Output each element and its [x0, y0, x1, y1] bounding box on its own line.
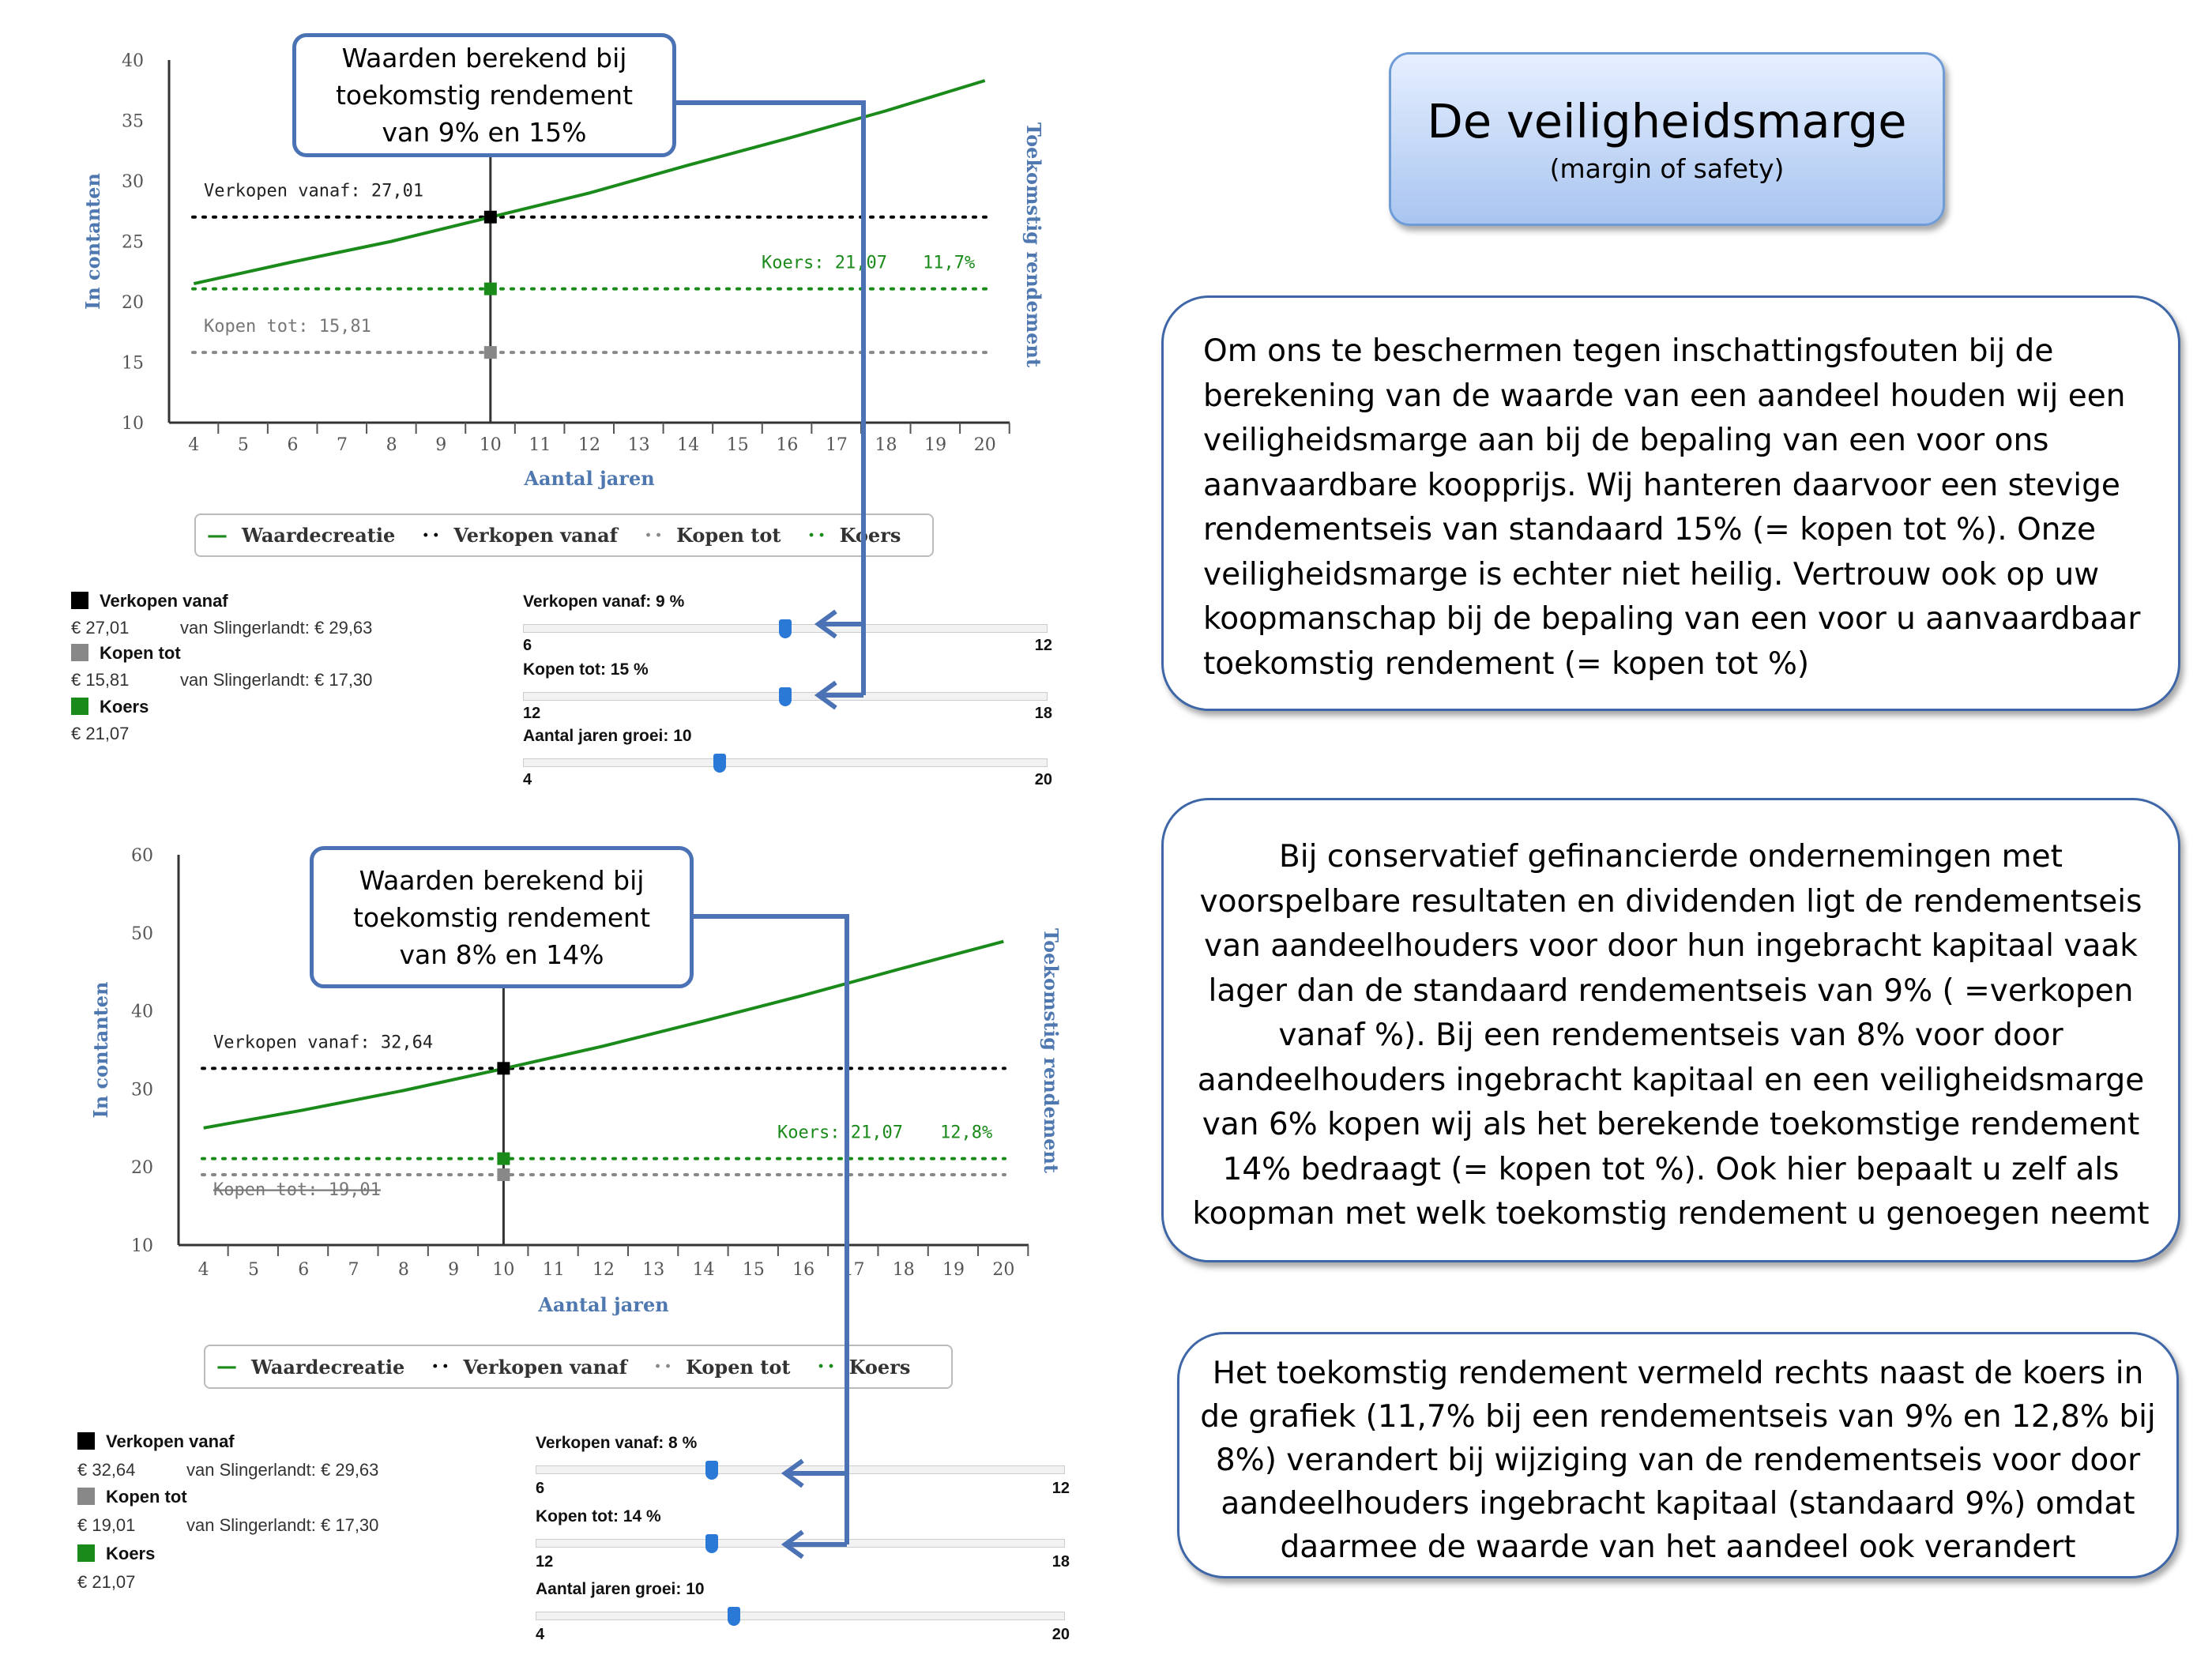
slider-handle[interactable]: [705, 1461, 718, 1480]
x-tick-label: 5: [237, 435, 249, 455]
slider-min: 4: [523, 771, 532, 788]
legend-label: Waardecreatie: [242, 524, 396, 547]
legend-line-icon: —: [207, 523, 231, 547]
text-line: koopmanschap bij de bepaling van een voor u aanvaardbaar: [1203, 601, 2141, 637]
callout-line: Waarden berekend bij: [359, 864, 645, 896]
chart-legend-bottom: [204, 1345, 953, 1389]
verkopen-marker: [484, 211, 497, 224]
text-line: vanaf %). Bij een rendementseis van 8% voor door: [1278, 1018, 2063, 1053]
y-tick-label: 10: [122, 414, 144, 434]
koers-swatch: [77, 1544, 95, 1562]
rendement-annotation: 11,7%: [923, 253, 976, 273]
text-line: 14% bedraagt (= kopen tot %). Ook hier bepaalt u zelf als: [1222, 1151, 2120, 1187]
verkopen-annotation: Verkopen vanaf: 27,01: [204, 181, 424, 201]
x-tick-label: 12: [592, 1260, 615, 1280]
chart-legend-top: [194, 514, 934, 557]
legend-item-koers[interactable]: [807, 524, 901, 547]
page-subtitle: (margin of safety): [1549, 153, 1785, 184]
slider-label: Kopen tot: 14 %: [536, 1507, 661, 1525]
stat-value: € 32,64: [77, 1460, 136, 1480]
callout-line: van 8% en 14%: [399, 939, 604, 970]
stat-value: € 21,07: [77, 1572, 136, 1592]
legend-item-kopen[interactable]: [654, 1355, 790, 1379]
slider-label: Aantal jaren groei: 10: [523, 727, 692, 745]
stat-value: € 27,01: [71, 618, 130, 638]
slider-kopen-tot[interactable]: [536, 1507, 1070, 1571]
slider-handle[interactable]: [728, 1607, 740, 1626]
kopen-annotation: Kopen tot: 19,01: [213, 1179, 381, 1200]
koers-marker: [484, 283, 497, 295]
callout-line: toekomstig rendement: [352, 901, 651, 933]
x-tick-label: 10: [479, 435, 502, 455]
legend-item-verkopen[interactable]: [422, 524, 618, 547]
slider-max: 20: [1034, 771, 1052, 788]
x-tick-label: 5: [247, 1260, 259, 1280]
text-line: voorspelbare resultaten en dividenden ligt de rendementseis: [1199, 883, 2142, 920]
text-line: toekomstig rendement (= kopen tot %): [1203, 645, 1810, 682]
text-line: veiligheidsmarge aan bij de bepaling van een voor ons: [1203, 423, 2049, 458]
legend-dots-icon: ··: [817, 1355, 838, 1379]
stat-reference: van Slingerlandt: € 17,30: [186, 1515, 379, 1535]
explanation-box-1: [1161, 295, 2180, 711]
slider-min: 6: [523, 637, 532, 654]
legend-item-koers[interactable]: [817, 1355, 910, 1379]
page-title: De veiligheidsmarge: [1427, 94, 1907, 149]
text-line: veiligheidsmarge is echter niet heilig. Vertrouw ook op uw: [1203, 556, 2100, 592]
slider-verkopen-vanaf[interactable]: [523, 592, 1052, 656]
slider-max: 20: [1051, 1626, 1070, 1643]
slider-min: 6: [536, 1480, 545, 1497]
stat-label: Kopen tot: [100, 643, 181, 663]
slider-label: Kopen tot: 15 %: [523, 660, 649, 679]
slider-handle[interactable]: [779, 687, 792, 706]
legend-dots-icon: ··: [807, 523, 829, 547]
y-tick-label: 30: [122, 172, 144, 192]
x-tick-label: 6: [298, 1260, 310, 1280]
x-tick-label: 13: [627, 435, 650, 455]
explanation-box-2: [1161, 798, 2180, 1262]
x-tick-label: 8: [386, 435, 397, 455]
legend-line-icon: —: [216, 1355, 240, 1379]
verkopen-marker: [497, 1062, 510, 1074]
kopen-swatch: [71, 644, 88, 661]
y2-axis-title: Toekomstig rendement: [1040, 928, 1063, 1173]
verkopen-annotation: Verkopen vanaf: 32,64: [213, 1033, 434, 1053]
kopen-marker: [484, 346, 497, 359]
slider-max: 18: [1051, 1553, 1070, 1571]
stats-block-bottom: [77, 1431, 488, 1592]
slider-min: 12: [536, 1553, 554, 1571]
legend-label: Verkopen vanaf: [453, 524, 618, 547]
y-tick-label: 50: [131, 924, 153, 944]
text-line: lager dan de standaard rendementseis van 9% ( =verkopen: [1208, 972, 2134, 1009]
x-tick-label: 7: [337, 435, 348, 455]
title-box: [1389, 52, 1945, 226]
callout-line: Waarden berekend bij: [341, 43, 627, 73]
x-tick-label: 19: [924, 435, 947, 455]
slider-track[interactable]: [523, 758, 1048, 767]
text-line: van 6% kopen wij als het berekende toekomstige rendement: [1202, 1107, 2140, 1142]
callout-line: van 9% en 15%: [382, 117, 587, 148]
y-axis-title: In contanten: [81, 173, 104, 310]
stat-label: Verkopen vanaf: [106, 1431, 235, 1451]
rendement-annotation: 12,8%: [940, 1123, 993, 1143]
verkopen-swatch: [77, 1432, 95, 1450]
callout-box-bottom: [310, 846, 694, 988]
verkopen-swatch: [71, 592, 88, 609]
stat-label: Kopen tot: [106, 1487, 187, 1507]
x-tick-label: 20: [992, 1260, 1015, 1280]
legend-label: Waardecreatie: [251, 1355, 405, 1379]
x-tick-label: 9: [448, 1260, 460, 1280]
slider-min: 4: [536, 1626, 545, 1643]
legend-item-verkopen[interactable]: [431, 1355, 627, 1379]
y-tick-label: 15: [122, 353, 144, 374]
slider-max: 12: [1034, 637, 1052, 654]
slider-label: Aantal jaren groei: 10: [536, 1580, 705, 1598]
text-line: Bij conservatief gefinancierde ondernemingen met: [1279, 839, 2063, 875]
koers-swatch: [71, 698, 88, 715]
stat-reference: van Slingerlandt: € 29,63: [180, 618, 373, 638]
stat-value: € 21,07: [71, 724, 130, 743]
x-tick-label: 17: [842, 1260, 865, 1280]
explanation-box-3: [1177, 1332, 2179, 1578]
text-line: van aandeelhouders voor door hun ingebracht kapitaal vaak: [1204, 928, 2138, 964]
x-tick-label: 18: [892, 1260, 915, 1280]
koers-annotation: Koers: 21,07: [777, 1123, 903, 1143]
y-tick-label: 10: [131, 1236, 153, 1256]
text-line: koopman met welk toekomstig rendement u genoegen neemt: [1192, 1196, 2150, 1232]
text-line: daarmee de waarde van het aandeel ook verandert: [1280, 1529, 2076, 1565]
y-tick-label: 25: [122, 232, 144, 253]
x-tick-label: 14: [677, 435, 700, 455]
legend-label: Verkopen vanaf: [463, 1355, 627, 1379]
stat-value: € 19,01: [77, 1515, 136, 1535]
kopen-swatch: [77, 1488, 95, 1505]
slider-handle[interactable]: [779, 619, 792, 638]
callout-box-top: [292, 33, 676, 157]
slider-aantal-jaren[interactable]: [536, 1580, 1070, 1643]
koers-marker: [497, 1153, 510, 1165]
slider-verkopen-vanaf[interactable]: [536, 1434, 1070, 1497]
x-tick-label: 18: [875, 435, 897, 455]
legend-label: Kopen tot: [686, 1355, 791, 1379]
y-tick-label: 35: [122, 111, 144, 132]
stat-value: € 15,81: [71, 670, 130, 690]
legend-dots-icon: ··: [431, 1355, 453, 1379]
x-tick-label: 11: [529, 435, 551, 455]
y-tick-label: 60: [131, 846, 153, 866]
x-tick-label: 19: [942, 1260, 965, 1280]
y-tick-label: 40: [122, 51, 144, 71]
legend-item-kopen[interactable]: [645, 524, 781, 547]
legend-dots-icon: ··: [422, 523, 443, 547]
slider-label: Verkopen vanaf: 9 %: [523, 592, 685, 611]
text-line: aandeelhouders ingebracht kapitaal (standaard 9%) omdat: [1221, 1486, 2135, 1522]
slider-track[interactable]: [536, 1465, 1065, 1474]
slider-track[interactable]: [536, 1539, 1065, 1548]
y-tick-label: 20: [131, 1158, 153, 1179]
x-tick-label: 15: [726, 435, 749, 455]
text-line: de grafiek (11,7% bij een rendementseis van 9% en 12,8% bij: [1200, 1399, 2156, 1435]
x-tick-label: 7: [348, 1260, 359, 1280]
stat-label: Koers: [106, 1544, 156, 1563]
stat-label: Verkopen vanaf: [100, 591, 228, 611]
slider-handle[interactable]: [713, 754, 726, 773]
y-tick-label: 40: [131, 1002, 153, 1022]
stats-block-top: [71, 591, 482, 749]
slider-label: Verkopen vanaf: 8 %: [536, 1434, 698, 1452]
legend-item-waardecreatie[interactable]: [207, 524, 395, 547]
slider-handle[interactable]: [705, 1534, 718, 1553]
slider-track[interactable]: [536, 1612, 1065, 1620]
legend-dots-icon: ··: [644, 523, 666, 547]
x-tick-label: 13: [642, 1260, 665, 1280]
x-tick-label: 15: [742, 1260, 765, 1280]
legend-item-waardecreatie[interactable]: [216, 1355, 404, 1379]
x-tick-label: 16: [792, 1260, 815, 1280]
legend-label: Kopen tot: [676, 524, 781, 547]
koers-annotation: Koers: 21,07: [762, 253, 887, 273]
kopen-marker: [497, 1168, 510, 1181]
text-line: Het toekomstig rendement vermeld rechts naast de koers in: [1212, 1356, 2144, 1391]
legend-label: Koers: [839, 524, 901, 547]
stat-label: Koers: [100, 697, 149, 717]
x-tick-label: 20: [973, 435, 996, 455]
text-line: aanvaardbare koopprijs. Wij hanteren daarvoor een stevige: [1203, 467, 2120, 503]
y2-axis-title: Toekomstig rendement: [1022, 122, 1045, 367]
slider-kopen-tot[interactable]: [523, 660, 1052, 724]
x-tick-label: 17: [825, 435, 848, 455]
x-tick-label: 16: [776, 435, 799, 455]
x-tick-label: 4: [188, 435, 200, 455]
y-tick-label: 30: [131, 1080, 153, 1100]
slider-min: 12: [523, 705, 541, 722]
text-line: rendementseis van standaard 15% (= kopen tot %). Onze: [1203, 512, 2096, 547]
slider-max: 18: [1034, 705, 1052, 722]
x-axis-title: Aantal jaren: [524, 467, 655, 490]
text-line: berekening van de waarde van een aandeel houden wij een: [1203, 378, 2126, 414]
legend-label: Koers: [848, 1355, 911, 1379]
x-tick-label: 4: [198, 1260, 209, 1280]
text-line: Om ons te beschermen tegen inschattingsfouten bij de: [1203, 333, 2054, 369]
text-line: aandeelhouders ingebracht kapitaal en een veiligheidsmarge: [1197, 1062, 2145, 1098]
kopen-annotation: Kopen tot: 15,81: [204, 317, 371, 337]
stat-reference: van Slingerlandt: € 29,63: [186, 1460, 379, 1480]
legend-dots-icon: ··: [653, 1355, 675, 1379]
slider-aantal-jaren[interactable]: [523, 727, 1052, 790]
stat-reference: van Slingerlandt: € 17,30: [180, 670, 373, 690]
x-tick-label: 9: [435, 435, 447, 455]
x-axis-title: Aantal jaren: [538, 1293, 669, 1316]
y-tick-label: 20: [122, 293, 144, 313]
x-tick-label: 12: [578, 435, 600, 455]
x-tick-label: 11: [542, 1260, 565, 1280]
y-axis-title: In contanten: [89, 981, 112, 1119]
callout-line: toekomstig rendement: [335, 80, 634, 111]
x-tick-label: 10: [492, 1260, 515, 1280]
text-line: 8%) verandert bij wijziging van de rendementseis voor door: [1215, 1443, 2141, 1478]
x-tick-label: 8: [397, 1260, 409, 1280]
x-tick-label: 6: [287, 435, 299, 455]
slider-max: 12: [1051, 1480, 1070, 1497]
x-tick-label: 14: [692, 1260, 715, 1280]
